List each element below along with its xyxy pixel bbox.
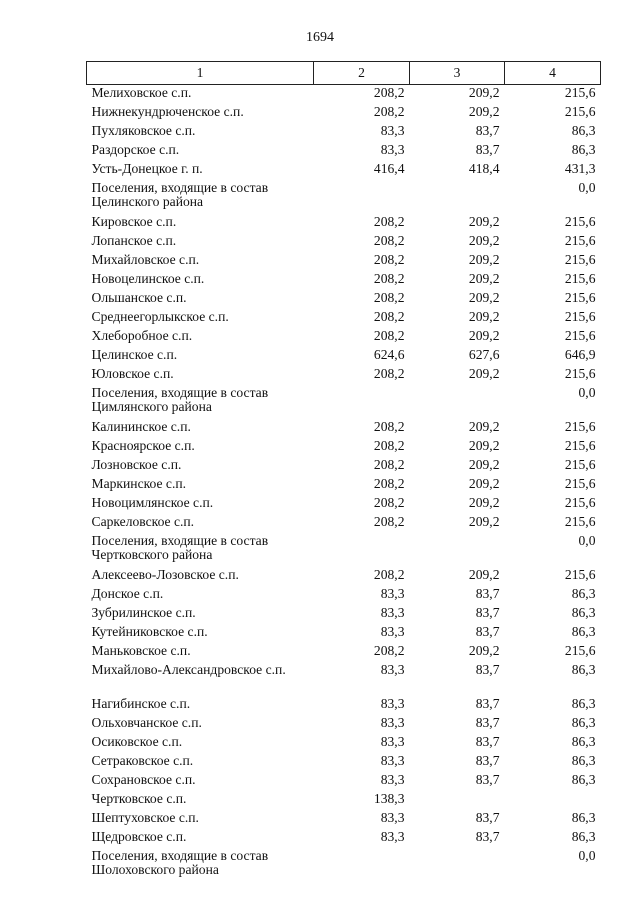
value-col4-cell: 215,6 — [564, 85, 596, 100]
value-col2-cell: 208,2 — [373, 457, 405, 472]
value-col2-cell: 208,2 — [373, 290, 405, 305]
settlement-name-cell: Алексеево-Лозовское с.п. — [91, 567, 239, 582]
value-col2-cell: 208,2 — [373, 214, 405, 229]
value-col3-cell: 209,2 — [468, 271, 500, 286]
value-col3-cell: 209,2 — [468, 514, 500, 529]
value-col3-cell: 209,2 — [468, 419, 500, 434]
settlement-name-cell: Среднеегорлыкское с.п. — [91, 309, 229, 324]
value-col2-cell — [314, 385, 410, 419]
value-col3-cell: 83,7 — [475, 123, 500, 138]
value-col3-cell: 627,6 — [468, 347, 500, 362]
table-row — [87, 419, 601, 438]
value-col2-cell: 208,2 — [373, 233, 405, 248]
value-col3-cell: 209,2 — [468, 214, 500, 229]
column-header-3: 3 — [410, 62, 505, 85]
value-col4-cell: 86,3 — [571, 696, 596, 711]
value-col4-cell: 86,3 — [571, 810, 596, 825]
value-col3-cell: 83,7 — [475, 142, 500, 157]
value-col3-cell: 209,2 — [468, 495, 500, 510]
value-col3-cell: 209,2 — [468, 290, 500, 305]
table-row — [87, 495, 601, 514]
value-col4-cell: 215,6 — [564, 419, 596, 434]
table-row — [87, 810, 601, 829]
table-row — [87, 85, 601, 105]
value-col2-cell: 208,2 — [373, 567, 405, 582]
value-col2-cell: 208,2 — [373, 252, 405, 267]
value-col2-cell: 208,2 — [373, 366, 405, 381]
value-col3-cell: 83,7 — [475, 605, 500, 620]
settlement-name-cell: Сохрановское с.п. — [91, 772, 196, 787]
settlement-name-cell: Маркинское с.п. — [91, 476, 187, 491]
settlement-name-cell: Новоцелинское с.п. — [91, 271, 205, 286]
settlement-name-cell: Поселения, входящие в состав Цимлянского района — [91, 385, 269, 414]
value-col3-cell: 209,2 — [468, 104, 500, 119]
settlement-name-cell: Зубрилинское с.п. — [91, 605, 196, 620]
header-row — [87, 62, 601, 85]
settlement-name-cell: Маньковское с.п. — [91, 643, 191, 658]
settlement-name-cell: Нижнекундрюченское с.п. — [91, 104, 244, 119]
table-row — [87, 290, 601, 309]
settlement-name-cell: Красноярское с.п. — [91, 438, 195, 453]
value-col3-cell: 209,2 — [468, 366, 500, 381]
value-col3-cell — [410, 180, 505, 214]
value-col4-cell: 86,3 — [571, 829, 596, 844]
settlement-name-cell: Михайловское с.п. — [91, 252, 200, 267]
value-col4-cell: 215,6 — [564, 328, 596, 343]
value-col3-cell: 209,2 — [468, 567, 500, 582]
value-col2-cell: 83,3 — [380, 586, 405, 601]
table-body — [87, 85, 601, 883]
value-col2-cell: 208,2 — [373, 643, 405, 658]
value-col3-cell: 209,2 — [468, 476, 500, 491]
value-col2-cell: 416,4 — [373, 161, 405, 176]
value-col2-cell: 83,3 — [380, 829, 405, 844]
value-col4-cell: 86,3 — [571, 772, 596, 787]
value-col2-cell: 624,6 — [373, 347, 405, 362]
value-col2-cell: 208,2 — [373, 476, 405, 491]
value-col4-cell: 215,6 — [564, 252, 596, 267]
settlement-name-cell: Донское с.п. — [91, 586, 164, 601]
table-row — [87, 696, 601, 715]
settlement-name-cell: Кировское с.п. — [91, 214, 177, 229]
settlement-name-cell: Ольшанское с.п. — [91, 290, 187, 305]
value-col2-cell: 83,3 — [380, 772, 405, 787]
value-col3-cell: 83,7 — [475, 662, 500, 677]
value-col2-cell: 208,2 — [373, 104, 405, 119]
value-col4-cell: 0,0 — [578, 533, 596, 548]
table-row — [87, 791, 601, 810]
value-col3-cell: 83,7 — [475, 753, 500, 768]
value-col4-cell: 215,6 — [564, 309, 596, 324]
value-col4-cell: 86,3 — [571, 142, 596, 157]
value-col4-cell: 86,3 — [571, 123, 596, 138]
table-row — [87, 715, 601, 734]
value-col4-cell: 215,6 — [564, 495, 596, 510]
value-col2-cell: 83,3 — [380, 142, 405, 157]
value-col2-cell: 83,3 — [380, 734, 405, 749]
value-col2-cell: 208,2 — [373, 328, 405, 343]
value-col2-cell: 208,2 — [373, 85, 405, 100]
value-col3-cell: 209,2 — [468, 85, 500, 100]
value-col2-cell: 83,3 — [380, 753, 405, 768]
value-col2-cell: 208,2 — [373, 419, 405, 434]
table-row — [87, 385, 601, 419]
table-row — [87, 309, 601, 328]
value-col4-cell: 646,9 — [564, 347, 596, 362]
value-col4-cell: 86,3 — [571, 715, 596, 730]
value-col3-cell: 209,2 — [468, 233, 500, 248]
table-row — [87, 233, 601, 252]
value-col3-cell — [410, 848, 505, 882]
value-col2-cell — [314, 533, 410, 567]
settlement-name-cell: Калининское с.п. — [91, 419, 191, 434]
table-row — [87, 161, 601, 180]
value-col3-cell — [410, 791, 505, 810]
value-col4-cell: 215,6 — [564, 457, 596, 472]
table-row — [87, 772, 601, 791]
column-header-4: 4 — [505, 62, 601, 85]
table-row — [87, 643, 601, 662]
value-col3-cell: 209,2 — [468, 643, 500, 658]
settlement-name-cell: Нагибинское с.п. — [91, 696, 191, 711]
settlement-name-cell: Поселения, входящие в состав Шолоховского района — [91, 848, 269, 877]
table-row — [87, 734, 601, 753]
settlement-name-cell: Новоцимлянское с.п. — [91, 495, 214, 510]
value-col2-cell: 208,2 — [373, 309, 405, 324]
value-col3-cell: 83,7 — [475, 734, 500, 749]
column-header-2: 2 — [314, 62, 410, 85]
column-header-1: 1 — [87, 62, 314, 85]
table-header — [87, 62, 601, 85]
page-number: 1694 — [306, 30, 334, 45]
value-col4-cell: 0,0 — [578, 848, 596, 863]
value-col3-cell: 83,7 — [475, 715, 500, 730]
settlement-name-cell: Хлеборобное с.п. — [91, 328, 193, 343]
value-col3-cell: 209,2 — [468, 438, 500, 453]
value-col3-cell: 418,4 — [468, 161, 500, 176]
settlement-name-cell: Целинское с.п. — [91, 347, 178, 362]
table-row — [87, 142, 601, 161]
table-row — [87, 567, 601, 586]
table-row — [87, 662, 601, 696]
settlement-name-cell: Пухляковское с.п. — [91, 123, 196, 138]
table-row — [87, 457, 601, 476]
value-col4-cell: 86,3 — [571, 605, 596, 620]
value-col4-cell: 86,3 — [571, 586, 596, 601]
value-col2-cell — [314, 180, 410, 214]
value-col4-cell: 86,3 — [571, 734, 596, 749]
value-col2-cell: 83,3 — [380, 696, 405, 711]
value-col2-cell: 208,2 — [373, 495, 405, 510]
settlement-name-cell: Осиковское с.п. — [91, 734, 183, 749]
value-col2-cell: 208,2 — [373, 438, 405, 453]
table-row — [87, 829, 601, 848]
table-row — [87, 180, 601, 214]
settlement-name-cell: Чертковское с.п. — [91, 791, 187, 806]
value-col4-cell: 0,0 — [578, 180, 596, 195]
value-col2-cell: 83,3 — [380, 810, 405, 825]
value-col2-cell: 83,3 — [380, 624, 405, 639]
value-col2-cell: 83,3 — [380, 123, 405, 138]
table-row — [87, 848, 601, 882]
value-col4-cell: 0,0 — [578, 385, 596, 400]
settlement-name-cell: Юловское с.п. — [91, 366, 174, 381]
value-col3-cell: 209,2 — [468, 252, 500, 267]
value-col2-cell: 83,3 — [380, 605, 405, 620]
value-col4-cell: 215,6 — [564, 233, 596, 248]
settlement-name-cell: Лозновское с.п. — [91, 457, 182, 472]
value-col3-cell: 83,7 — [475, 772, 500, 787]
value-col2-cell: 208,2 — [373, 271, 405, 286]
settlement-name-cell: Саркеловское с.п. — [91, 514, 195, 529]
settlement-name-cell: Шептуховское с.п. — [91, 810, 199, 825]
value-col4-cell: 215,6 — [564, 214, 596, 229]
table-row — [87, 328, 601, 347]
table-row — [87, 476, 601, 495]
value-col4-cell: 215,6 — [564, 643, 596, 658]
value-col2-cell — [314, 848, 410, 882]
value-col3-cell: 209,2 — [468, 328, 500, 343]
value-col4-cell: 215,6 — [564, 514, 596, 529]
settlement-name-cell: Ольховчанское с.п. — [91, 715, 202, 730]
value-col2-cell: 138,3 — [373, 791, 405, 806]
value-col3-cell: 83,7 — [475, 810, 500, 825]
value-col3-cell — [410, 533, 505, 567]
settlement-name-cell: Щедровское с.п. — [91, 829, 187, 844]
table-row — [87, 252, 601, 271]
value-col4-cell: 215,6 — [564, 438, 596, 453]
value-col4-cell: 431,3 — [564, 161, 596, 176]
value-col4-cell: 86,3 — [571, 662, 596, 677]
settlement-name-cell: Раздорское с.п. — [91, 142, 180, 157]
table-row — [87, 123, 601, 142]
table-row — [87, 347, 601, 366]
settlement-name-cell: Кутейниковское с.п. — [91, 624, 208, 639]
table-row — [87, 624, 601, 643]
value-col3-cell: 209,2 — [468, 457, 500, 472]
value-col4-cell: 215,6 — [564, 271, 596, 286]
value-col4-cell: 215,6 — [564, 567, 596, 582]
value-col4-cell: 215,6 — [564, 476, 596, 491]
table-row — [87, 104, 601, 123]
settlement-name-cell: Михайлово-Александровское с.п. — [91, 662, 286, 677]
settlement-name-cell: Поселения, входящие в состав Чертковского района — [91, 533, 269, 562]
table-row — [87, 605, 601, 624]
table-row — [87, 271, 601, 290]
table-row — [87, 753, 601, 772]
settlement-name-cell: Усть-Донецкое г. п. — [91, 161, 203, 176]
settlement-name-cell: Мелиховское с.п. — [91, 85, 192, 100]
settlement-name-cell: Лопанское с.п. — [91, 233, 177, 248]
value-col3-cell: 83,7 — [475, 696, 500, 711]
settlement-name-cell: Поселения, входящие в состав Целинского района — [91, 180, 269, 209]
value-col4-cell: 86,3 — [571, 753, 596, 768]
settlement-name-cell: Сетраковское с.п. — [91, 753, 194, 768]
table-row — [87, 533, 601, 567]
value-col2-cell: 83,3 — [380, 662, 405, 677]
budget-table — [86, 61, 601, 882]
table-row — [87, 514, 601, 533]
value-col4-cell: 215,6 — [564, 366, 596, 381]
table-row — [87, 366, 601, 385]
table-row — [87, 214, 601, 233]
value-col2-cell: 208,2 — [373, 514, 405, 529]
value-col3-cell: 83,7 — [475, 829, 500, 844]
value-col3-cell: 209,2 — [468, 309, 500, 324]
value-col2-cell: 83,3 — [380, 715, 405, 730]
value-col3-cell: 83,7 — [475, 586, 500, 601]
value-col4-cell: 86,3 — [571, 624, 596, 639]
value-col3-cell: 83,7 — [475, 624, 500, 639]
value-col4-cell: 215,6 — [564, 290, 596, 305]
table-row — [87, 438, 601, 457]
table-row — [87, 586, 601, 605]
value-col4-cell — [505, 791, 601, 810]
value-col4-cell: 215,6 — [564, 104, 596, 119]
value-col3-cell — [410, 385, 505, 419]
